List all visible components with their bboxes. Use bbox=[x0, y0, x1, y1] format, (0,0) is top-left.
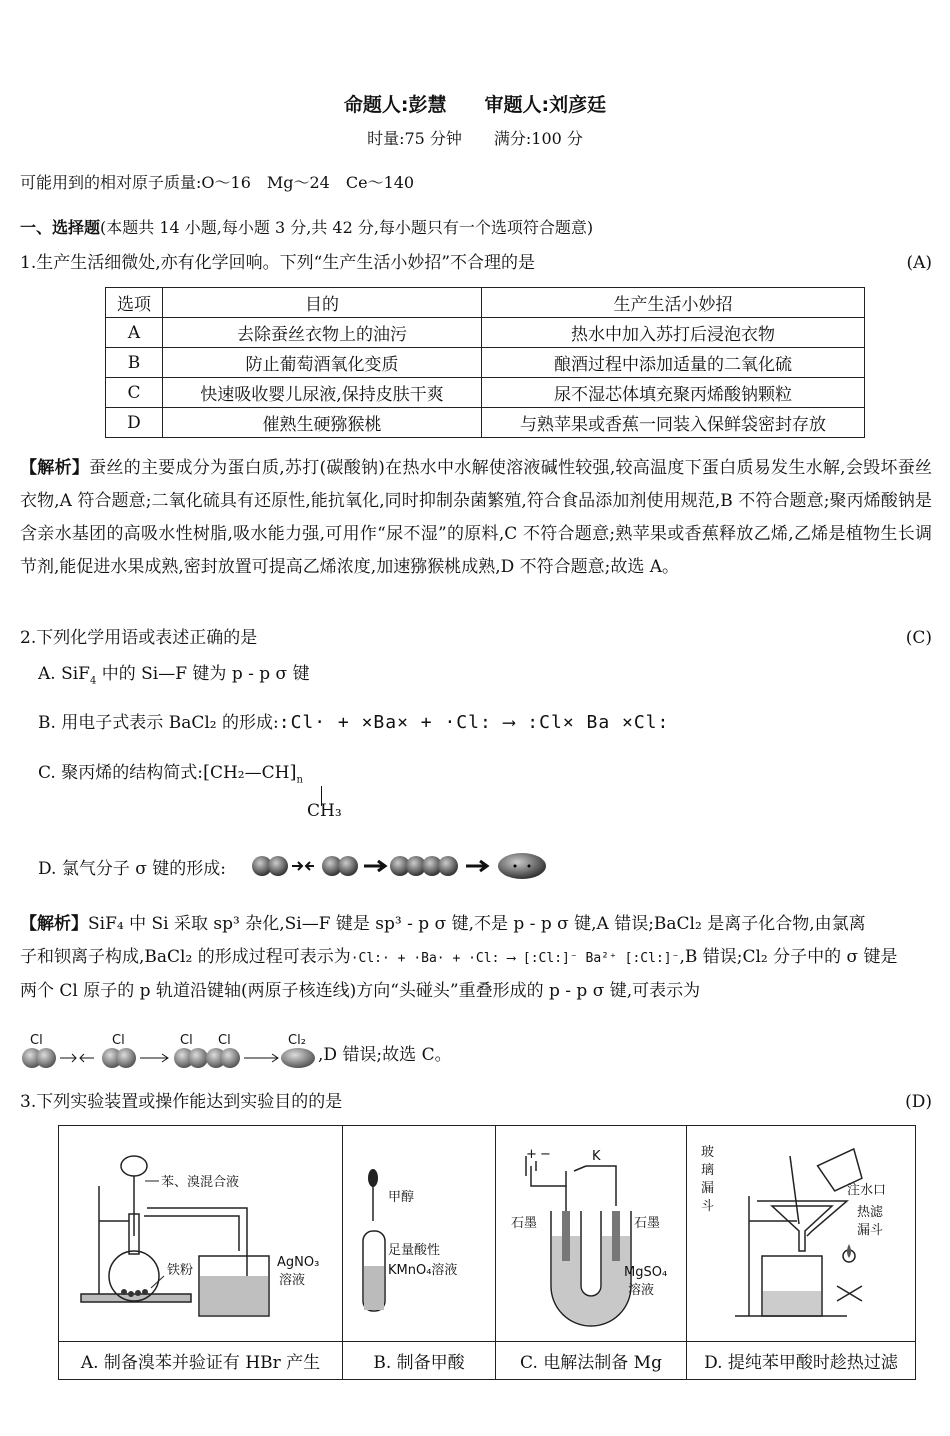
caption-b: B. 制备甲酸 bbox=[343, 1342, 496, 1380]
atom-label: Cl bbox=[180, 1034, 193, 1048]
apparatus-b-cell bbox=[343, 1126, 496, 1342]
analysis-tag: 【解析】 bbox=[20, 458, 90, 478]
q1-table bbox=[105, 287, 865, 438]
section-note: (本题共 14 小题,每小题 3 分,共 42 分,每小题只有一个选项符合题意) bbox=[100, 218, 594, 237]
table-cell: 催熟生硬猕猴桃 bbox=[163, 408, 482, 438]
table-cell: C bbox=[106, 378, 163, 408]
apparatus-c-cell bbox=[496, 1126, 687, 1342]
q1-answer: (A) bbox=[906, 253, 932, 273]
label-kmno4: KMnO₄溶液 bbox=[388, 1263, 458, 1278]
label-solution-a: 溶液 bbox=[279, 1273, 306, 1288]
table-cell: D bbox=[106, 408, 163, 438]
option-a-text-rest: 中的 Si—F 键为 p - p σ 键 bbox=[96, 664, 310, 684]
table-cell: 热水中加入苏打后浸泡衣物 bbox=[482, 318, 865, 348]
exam-time-score: 时量:75 分钟 满分:100 分 bbox=[367, 129, 583, 148]
apparatus-a-cell bbox=[59, 1126, 343, 1342]
table-cell: B bbox=[106, 348, 163, 378]
polymer-branch: CH₃ bbox=[307, 801, 342, 821]
plus-sign: + bbox=[526, 1147, 537, 1162]
caption-a: A. 制备溴苯并验证有 HBr 产生 bbox=[59, 1342, 343, 1380]
q2-analysis-line1 bbox=[20, 908, 932, 941]
label-hot-filter-2: 漏斗 bbox=[857, 1223, 884, 1238]
option-c-subscript: n bbox=[296, 774, 303, 786]
analysis-formula: ·Cl:· + ·Ba· + ·Cl: ⟶ [:Cl:]⁻ Ba²⁺ [:Cl:]⁻ bbox=[350, 951, 680, 966]
label-graphite-right: 石墨 bbox=[634, 1216, 661, 1231]
label-glass-2: 璃 bbox=[701, 1163, 715, 1178]
q3-stem: 3.下列实验装置或操作能达到实验目的的是 bbox=[20, 1092, 343, 1112]
table-row bbox=[106, 378, 865, 408]
apparatus-row bbox=[59, 1126, 916, 1342]
analysis-text: ,B 错误;Cl₂ 分子中的 σ 键是 bbox=[679, 947, 898, 967]
table-header-cell: 选项 bbox=[106, 288, 163, 318]
apparatus-a bbox=[59, 1126, 342, 1336]
table-cell: 去除蚕丝衣物上的油污 bbox=[163, 318, 482, 348]
atom-label: Cl bbox=[30, 1034, 43, 1048]
label-funnel-1: 漏 bbox=[701, 1181, 715, 1196]
analysis-tag: 【解析】 bbox=[20, 914, 88, 934]
apparatus-d-cell bbox=[687, 1126, 916, 1342]
orbital-overlap-diagram bbox=[250, 850, 550, 884]
caption-row bbox=[59, 1342, 916, 1380]
q1-stem: 1.生产生活细微处,亦有化学回响。下列“生产生活小妙招”不合理的是 bbox=[20, 253, 536, 273]
label-funnel-2: 斗 bbox=[701, 1199, 715, 1214]
table-header-cell: 生产生活小妙招 bbox=[482, 288, 865, 318]
table-header-cell: 目的 bbox=[163, 288, 482, 318]
label-glass-1: 玻 bbox=[701, 1145, 715, 1160]
apparatus-c bbox=[496, 1126, 686, 1336]
q2-stem: 2.下列化学用语或表述正确的是 bbox=[20, 628, 258, 648]
table-cell: A bbox=[106, 318, 163, 348]
analysis-text: 子和钡离子构成,BaCl₂ 的形成过程可表示为 bbox=[20, 947, 351, 967]
q3-apparatus-table bbox=[58, 1125, 916, 1380]
label-solution-c: 溶液 bbox=[628, 1283, 655, 1298]
option-a-sub: 4 bbox=[89, 675, 97, 687]
q2-option-d bbox=[38, 856, 226, 882]
apparatus-d bbox=[687, 1126, 915, 1336]
label-agno3: AgNO₃ bbox=[277, 1255, 320, 1270]
option-d-text: D. 氯气分子 σ 键的形成: bbox=[38, 859, 226, 879]
label-mgso4: MgSO₄ bbox=[624, 1265, 668, 1280]
table-cell: 防止葡萄酒氧化变质 bbox=[163, 348, 482, 378]
q2-analysis-line3: 两个 Cl 原子的 p 轨道沿键轴(两原子核连线)方向“头碰头”重叠形成的 p - p σ 键,可表示为 bbox=[20, 981, 701, 1001]
q2-analysis-line2 bbox=[20, 941, 932, 975]
orbital-overlap-analysis bbox=[20, 1034, 340, 1070]
table-cell: 尿不湿芯体填充聚丙烯酸钠颗粒 bbox=[482, 378, 865, 408]
label-switch-k: K bbox=[592, 1149, 601, 1164]
option-a-text: A. SiF bbox=[38, 664, 90, 684]
section-title: 一、选择题 bbox=[20, 218, 101, 237]
q2-option-b bbox=[38, 710, 669, 736]
exam-authors: 命题人:彭慧 审题人:刘彦廷 bbox=[343, 94, 607, 116]
label-methanol: 甲醇 bbox=[388, 1190, 415, 1205]
table-cell: 酿酒过程中添加适量的二氧化硫 bbox=[482, 348, 865, 378]
label-acidic: 足量酸性 bbox=[388, 1243, 441, 1258]
caption-d: D. 提纯苯甲酸时趁热过滤 bbox=[687, 1342, 916, 1380]
apparatus-b bbox=[343, 1126, 495, 1336]
atomic-masses: 可能用到的相对原子质量:O～16 Mg～24 Ce～140 bbox=[20, 173, 415, 192]
option-b-text: B. 用电子式表示 BaCl₂ 的形成: bbox=[38, 713, 279, 733]
molecule-label: Cl₂ bbox=[288, 1034, 306, 1048]
label-hot-filter-1: 热滤 bbox=[857, 1205, 884, 1220]
atom-label: Cl bbox=[112, 1034, 125, 1048]
table-cell: 快速吸收婴儿尿液,保持皮肤干爽 bbox=[163, 378, 482, 408]
table-cell: 与熟苹果或香蕉一同装入保鲜袋密封存放 bbox=[482, 408, 865, 438]
option-c-text: C. 聚丙烯的结构简式: bbox=[38, 763, 203, 783]
caption-c: C. 电解法制备 Mg bbox=[496, 1342, 687, 1380]
q2-answer: (C) bbox=[905, 628, 932, 648]
q1-analysis bbox=[20, 452, 932, 584]
label-iron-powder: 铁粉 bbox=[167, 1263, 194, 1278]
atom-label: Cl bbox=[218, 1034, 231, 1048]
q2-option-c: C. 聚丙烯的结构简式$:[CH_2—CH]_n$ bbox=[38, 762, 303, 786]
q2-analysis bbox=[20, 908, 932, 1008]
table-header-row bbox=[106, 288, 865, 318]
label-water-inlet: 注水口 bbox=[847, 1183, 887, 1198]
analysis-text: 蚕丝的主要成分为蛋白质,苏打(碳酸钠)在热水中水解使溶液碱性较强,较高温度下蛋白质易发生水解,会毁坏蚕丝衣物,A 符合题意;二氧化硫具有还原性,能抗氧化,同时抑制杂菌繁殖,符合食品添加剂使用规范,B 不符合题意;聚丙烯酸钠是含亲水基团的高吸水性树脂,吸水能力强,可用作“尿不湿”的原料,C 不符合题意;熟苹果或香蕉释放乙烯,乙烯是植物生长调节剂,能促进水果成熟,密封放置可提高乙烯浓度,加速猕猴桃成熟,D 不符合题意;故选 A。 bbox=[20, 458, 933, 577]
table-row bbox=[106, 408, 865, 438]
label-graphite-left: 石墨 bbox=[511, 1216, 538, 1231]
label-benzene-bromine: 苯、溴混合液 bbox=[161, 1175, 240, 1190]
option-b-formula: :Cl· + ×Ba× + ·Cl: ⟶ :Cl× Ba ×Cl: bbox=[278, 712, 670, 733]
analysis-text: SiF₄ 中 Si 采取 sp³ 杂化,Si—F 键是 sp³ - p σ 键,不是 p - p σ 键,A 错误;BaCl₂ 是离子化合物,由氯离 bbox=[88, 914, 866, 934]
q3-answer: (D) bbox=[905, 1092, 932, 1112]
section-heading bbox=[20, 215, 593, 241]
table-row bbox=[106, 348, 865, 378]
q2-option-a bbox=[38, 661, 310, 694]
option-c-formula: CH₂—CH bbox=[209, 763, 290, 783]
q2-analysis-end: ,D 错误;故选 C。 bbox=[318, 1045, 452, 1065]
table-row bbox=[106, 318, 865, 348]
minus-sign: − bbox=[540, 1147, 551, 1162]
